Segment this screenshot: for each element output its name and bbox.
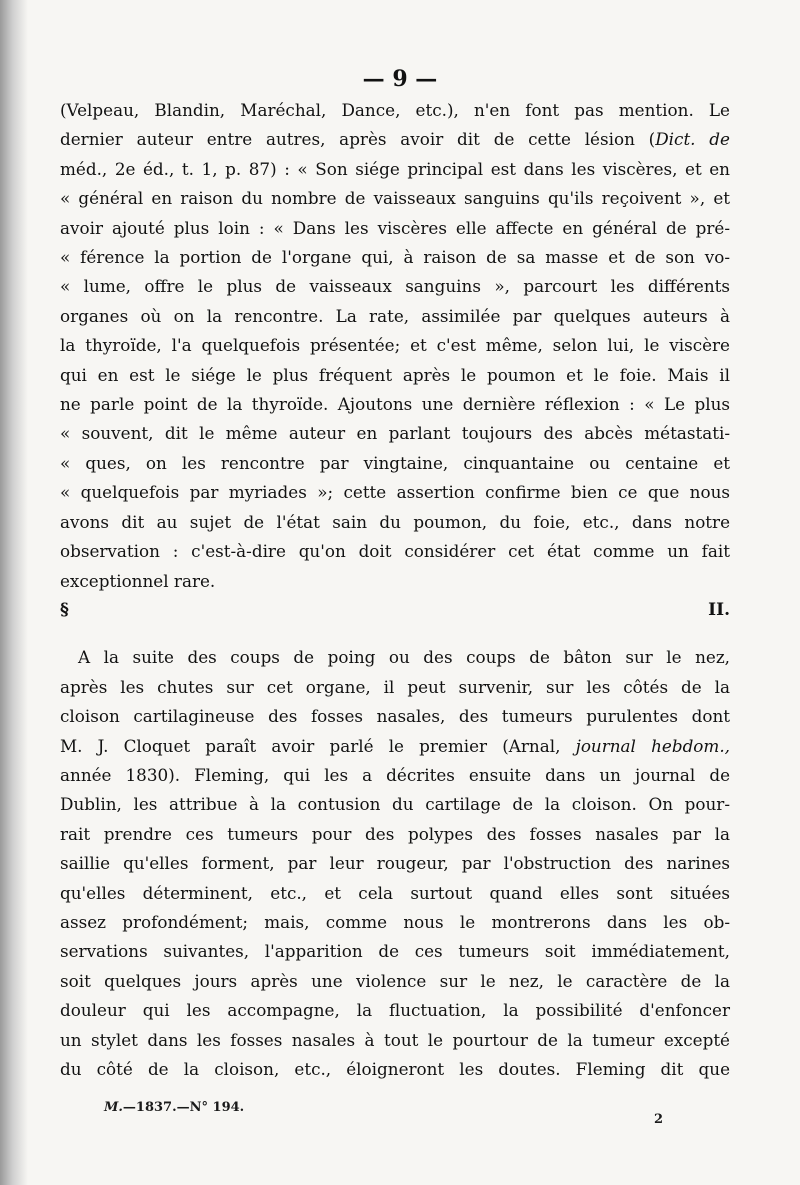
text-line: « quelquefois par myriades »; cette assertion confirme bien ce que nous (60, 482, 730, 503)
text-line: « général en raison du nombre de vaisseaux sanguins qu'ils reçoivent », et (60, 188, 730, 209)
text-line: méd., 2e éd., t. 1, p. 87) : « Son siége principal est dans les viscères, et en (60, 158, 730, 179)
text-line: cloison cartilagineuse des fosses nasales, des tumeurs purulentes dont (60, 706, 730, 727)
text-line: la thyroïde, l'a quelquefois présentée; et c'est même, selon lui, le viscère (60, 335, 730, 356)
text-line: soit quelques jours après une violence sur le nez, le caractère de la (60, 970, 730, 991)
paragraph-2 (60, 643, 730, 1084)
text-line: « férence la portion de l'organe qui, à raison de sa masse et de son vo- (60, 247, 730, 268)
text-line: « lume, offre le plus de vaisseaux sanguins », parcourt les différents (60, 276, 730, 297)
gathering-signature-mark: 2 (654, 1112, 664, 1127)
text-line: « ques, on les rencontre par vingtaine, cinquantaine ou centaine et (60, 452, 730, 473)
page-number: — 9 — (362, 66, 438, 92)
text-span: dernier auteur entre autres, après avoir dit de cette lésion ( (60, 129, 656, 150)
section-spacer (60, 625, 730, 643)
text-line: (Velpeau, Blandin, Maréchal, Dance, etc.), n'en font pas mention. Le (60, 100, 730, 120)
text-line (60, 125, 730, 154)
text-line: servations suivantes, l'apparition de ces tumeurs soit immédiatement, (60, 941, 730, 962)
page-body (60, 96, 730, 1084)
section-heading: § II. (60, 599, 730, 620)
text-line: saillie qu'elles forment, par leur rougeur, par l'obstruction des narines (60, 853, 730, 874)
italic-reference: journal hebdom., (575, 735, 730, 756)
text-line: ne parle point de la thyroïde. Ajoutons une dernière réflexion : « Le plus (60, 394, 730, 415)
text-line: douleur qui les accompagne, la fluctuation, la possibilité d'enfoncer (60, 1000, 730, 1021)
journal-initial: M. (104, 1100, 123, 1115)
text-line: avoir ajouté plus loin : « Dans les viscères elle affecte en général de pré- (60, 217, 730, 238)
text-line: du côté de la cloison, etc., éloigneront les doutes. Fleming dit que (60, 1059, 730, 1079)
text-line: exceptionnel rare. (60, 570, 216, 591)
text-line: après les chutes sur cet organe, il peut survenir, sur les côtés de la (60, 676, 730, 697)
page-binding-shadow (0, 0, 28, 1185)
text-line: avons dit au sujet de l'état sain du poumon, du foie, etc., dans notre (60, 511, 730, 532)
italic-reference: Dict. de (655, 129, 730, 150)
text-line: observation : c'est-à-dire qu'on doit considérer cet état comme un fait (60, 541, 730, 562)
text-line: un stylet dans les fosses nasales à tout le pourtour de la tumeur excepté (60, 1029, 730, 1050)
text-line: organes où on la rencontre. La rate, assimilée par quelques auteurs à (60, 305, 730, 326)
paragraph-1 (60, 96, 730, 596)
text-line: année 1830). Fleming, qui les a décrites ensuite dans un journal de (60, 764, 730, 785)
printer-signature (104, 1100, 244, 1115)
text-line: A la suite des coups de poing ou des coups de bâton sur le nez, (78, 647, 730, 668)
text-line: qui en est le siége le plus fréquent après le poumon et le foie. Mais il (60, 364, 730, 385)
text-line: « souvent, dit le même auteur en parlant toujours des abcès métastati- (60, 423, 730, 444)
text-line (60, 732, 730, 761)
text-line: assez profondément; mais, comme nous le montrerons dans les ob- (60, 911, 730, 932)
issue-number: —1837.—N° 194. (122, 1100, 245, 1115)
text-line: qu'elles déterminent, etc., et cela surtout quand elles sont situées (60, 882, 730, 903)
text-line: rait prendre ces tumeurs pour des polypes des fosses nasales par la (60, 823, 730, 844)
text-span: M. J. Cloquet paraît avoir parlé le premier (Arnal, (60, 735, 576, 756)
text-line: Dublin, les attribue à la contusion du cartilage de la cloison. On pour- (60, 794, 730, 815)
